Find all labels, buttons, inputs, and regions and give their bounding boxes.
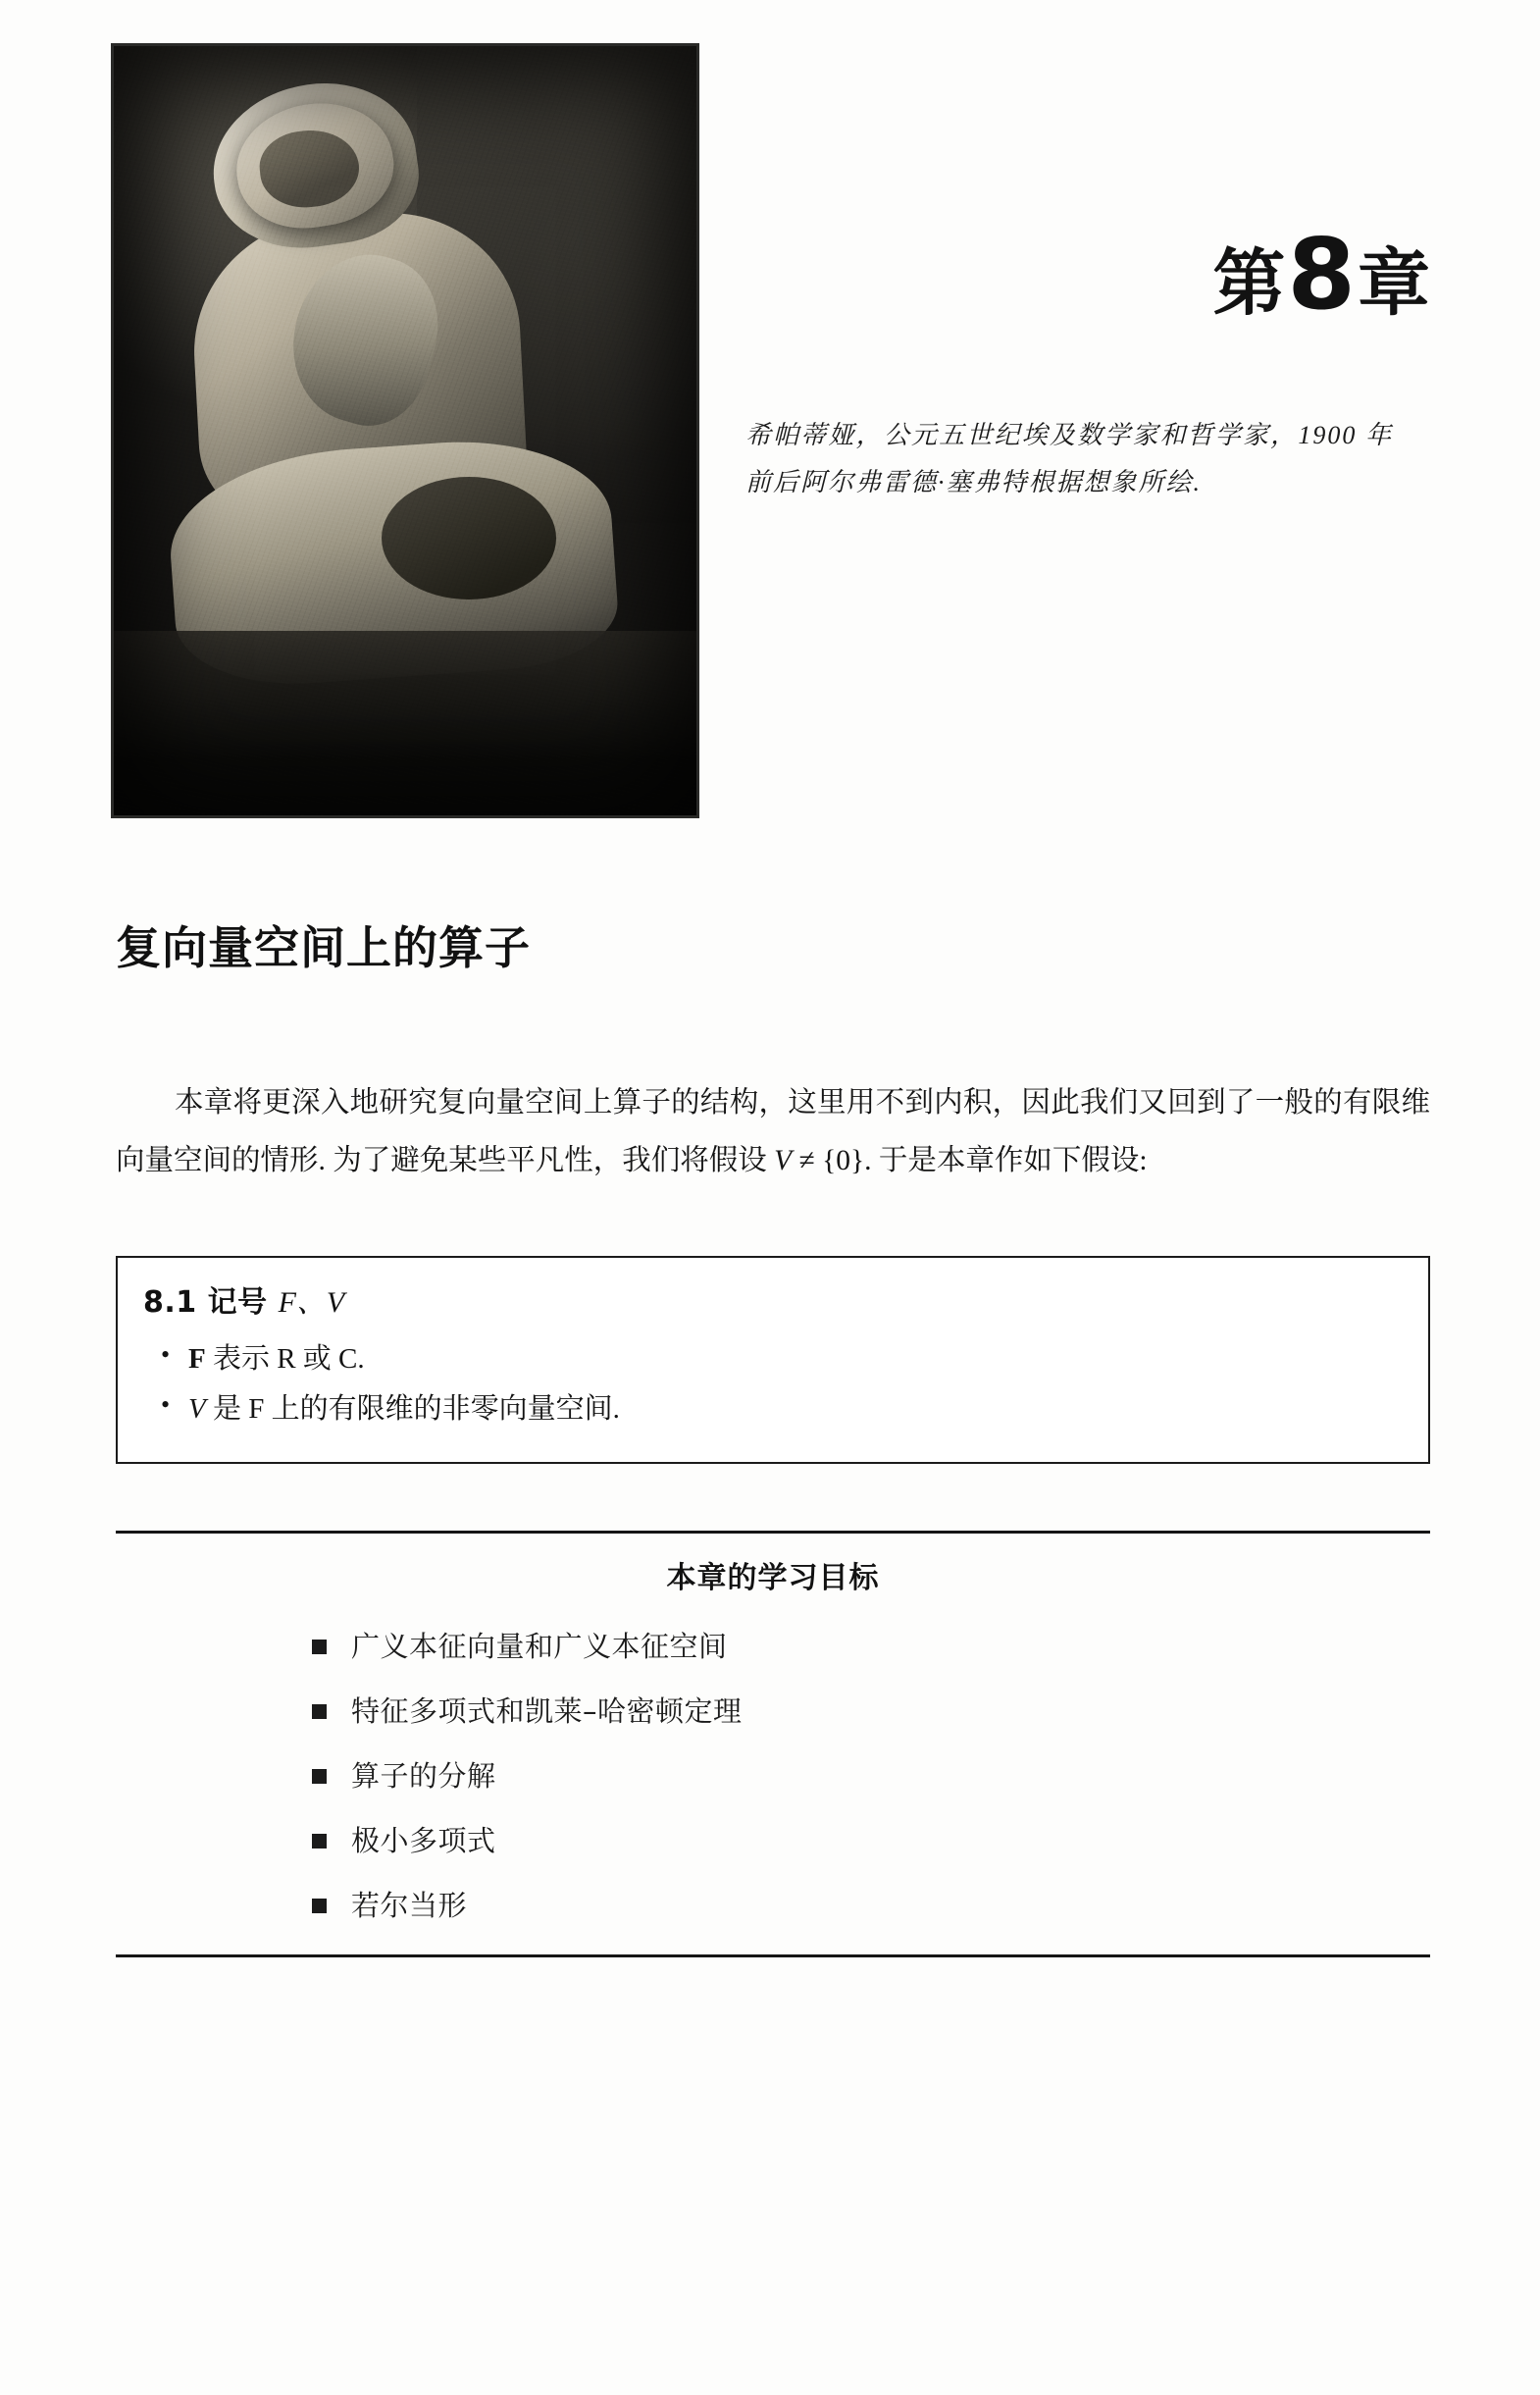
goal-label: 特征多项式和凯莱–哈密顿定理 (351, 1693, 743, 1728)
chapter-title-block (745, 217, 1432, 332)
bullet-square-icon (312, 1899, 327, 1913)
portrait-caption: 希帕蒂娅，公元五世纪埃及数学家和哲学家，1900 年前后阿尔弗雷德·塞弗特根据想象所绘. (745, 421, 1393, 497)
notation-number: 8.1 (143, 1285, 197, 1320)
notation-title (143, 1277, 1403, 1321)
divider-bottom (116, 1954, 1430, 1957)
chapter-label-prefix: 第 (1212, 241, 1288, 326)
list-item (116, 1873, 1430, 1938)
chapter-number: 8 (1287, 217, 1358, 332)
goal-label: 极小多项式 (351, 1823, 496, 1857)
intro-text-part1: 本章将更深入地研究复向量空间上算子的结构，这里用不到内积，因此我们又回到了一般的有限维向量空间的情形. 为了避免某些平凡性，我们将假设 (116, 1087, 1430, 1176)
list-item (116, 1679, 1430, 1744)
list-item (116, 1808, 1430, 1873)
notation-item-1-symbol: V (188, 1392, 206, 1425)
bullet-square-icon (312, 1769, 327, 1784)
goal-label: 广义本征向量和广义本征空间 (351, 1629, 728, 1663)
notation-title-symbols: F、V (278, 1286, 345, 1319)
notation-item-1-text: 是 F 上的有限维的非零向量空间. (205, 1392, 620, 1425)
chapter-title (745, 217, 1432, 332)
portrait-illustration (114, 46, 696, 815)
divider-top (116, 1531, 1430, 1534)
goals-list (116, 1614, 1430, 1938)
bullet-square-icon (312, 1834, 327, 1848)
notation-item-0-symbol: F (188, 1343, 206, 1375)
chapter-header (0, 0, 1540, 863)
intro-paragraph (116, 1074, 1430, 1190)
list-item (143, 1384, 1403, 1434)
notation-list (143, 1334, 1403, 1434)
bullet-square-icon (312, 1640, 327, 1654)
chapter-portrait-image (111, 43, 699, 818)
bullet-square-icon (312, 1704, 327, 1719)
goal-label: 算子的分解 (351, 1758, 496, 1793)
list-item (143, 1334, 1403, 1384)
notation-box (116, 1256, 1430, 1464)
goals-title: 本章的学习目标 (666, 1561, 880, 1595)
page-title: 复向量空间上的算子 (116, 921, 531, 974)
chapter-label-suffix: 章 (1358, 241, 1432, 326)
notation-title-text: 记号 (207, 1285, 268, 1320)
list-item (116, 1744, 1430, 1808)
intro-text-part2: ≠ {0}. 于是本章作如下假设: (792, 1145, 1148, 1176)
intro-math-v: V (774, 1145, 793, 1176)
notation-item-0-text: 表示 R 或 C. (205, 1343, 365, 1375)
list-item (116, 1614, 1430, 1679)
goal-label: 若尔当形 (351, 1888, 468, 1922)
